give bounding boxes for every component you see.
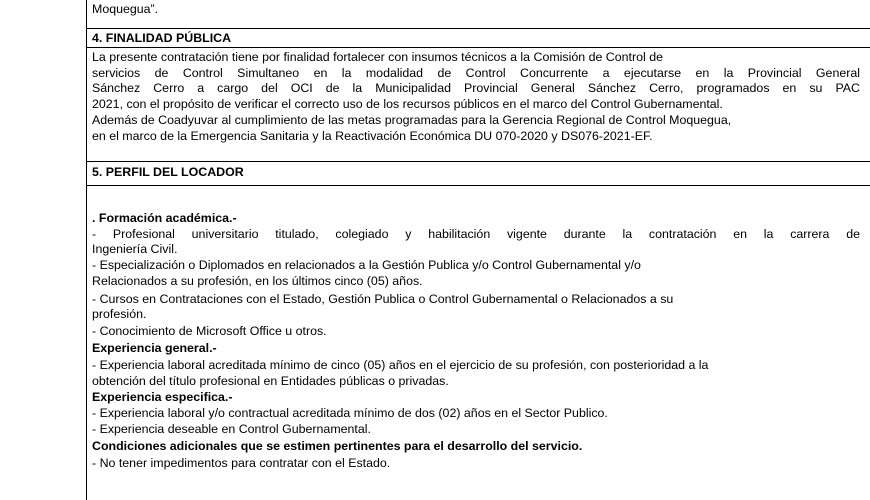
text-line: - No tener impedimentos para contratar con el Estado. [92,456,391,470]
condiciones-title: Condiciones adicionales que se estimen pertinentes para el desarrollo del servicio. [92,439,583,453]
row-divider [86,47,870,48]
row-divider [86,161,870,162]
text-line: - Conocimiento de Microsoft Office u otros. [92,324,327,338]
section-5-heading: 5. PERFIL DEL LOCADOR [92,165,244,179]
row-divider [86,28,870,29]
experiencia-especifica-title: Experiencia especifica.- [92,390,233,404]
text-line: servicios de Control Simultaneo en la modalidad de Control Concurrente a ejecutarse en la Provincial General [92,66,860,80]
section-4-heading: 4. FINALIDAD PÚBLICA [92,31,232,45]
experiencia-general-title: Experiencia general.- [92,341,217,355]
text-line: - Especialización o Diplomados en relacionados a la Gestión Publica y/o Control Gubernamental y/o [92,258,641,272]
text-line: obtención del título profesional en Entidades públicas o privadas. [92,374,449,388]
previous-text-line: Moquegua”. [92,2,159,16]
text-line: Ingeniería Civil. [92,242,178,256]
text-line: - Experiencia deseable en Control Gubernamental. [92,422,371,436]
text-line: - Experiencia laboral y/o contractual acreditada mínimo de dos (02) años en el Sector Publico. [92,406,608,420]
text-line: La presente contratación tiene por finalidad fortalecer con insumos técnicos a la Comisión de Control de [92,50,663,64]
text-line: - Experiencia laboral acreditada mínimo de cinco (05) años en el ejercicio de su profesión, con posterioridad a la [92,358,709,372]
text-line: Además de Coadyuvar al cumplimiento de las metas programadas para la Gerencia Regional de Control Moquegua, [92,113,732,127]
text-line: - Profesional universitario titulado, colegiado y habilitación vigente durante la contratación en la carrera de [92,227,860,241]
text-line: 2021, con el propósito de verificar el correcto uso de los recursos públicos en el marco del Control Gubernamental. [92,97,723,111]
text-line: Relacionados a su profesión, en los últimos cinco (05) años. [92,274,423,288]
text-line: - Cursos en Contrataciones con el Estado, Gestión Publica o Control Gubernamental o Relacionados a su [92,292,674,306]
row-divider [86,185,870,186]
text-line: en el marco de la Emergencia Sanitaria y la Reactivación Económica DU 070-2020 y DS076-2021-EF. [92,129,653,143]
text-line: Sánchez Cerro a cargo del OCI de la Municipalidad Provincial General Sánchez Cerro, programados en su PAC [92,81,860,95]
formacion-title: . Formación académica.- [92,211,237,225]
text-line: profesión. [92,307,147,321]
